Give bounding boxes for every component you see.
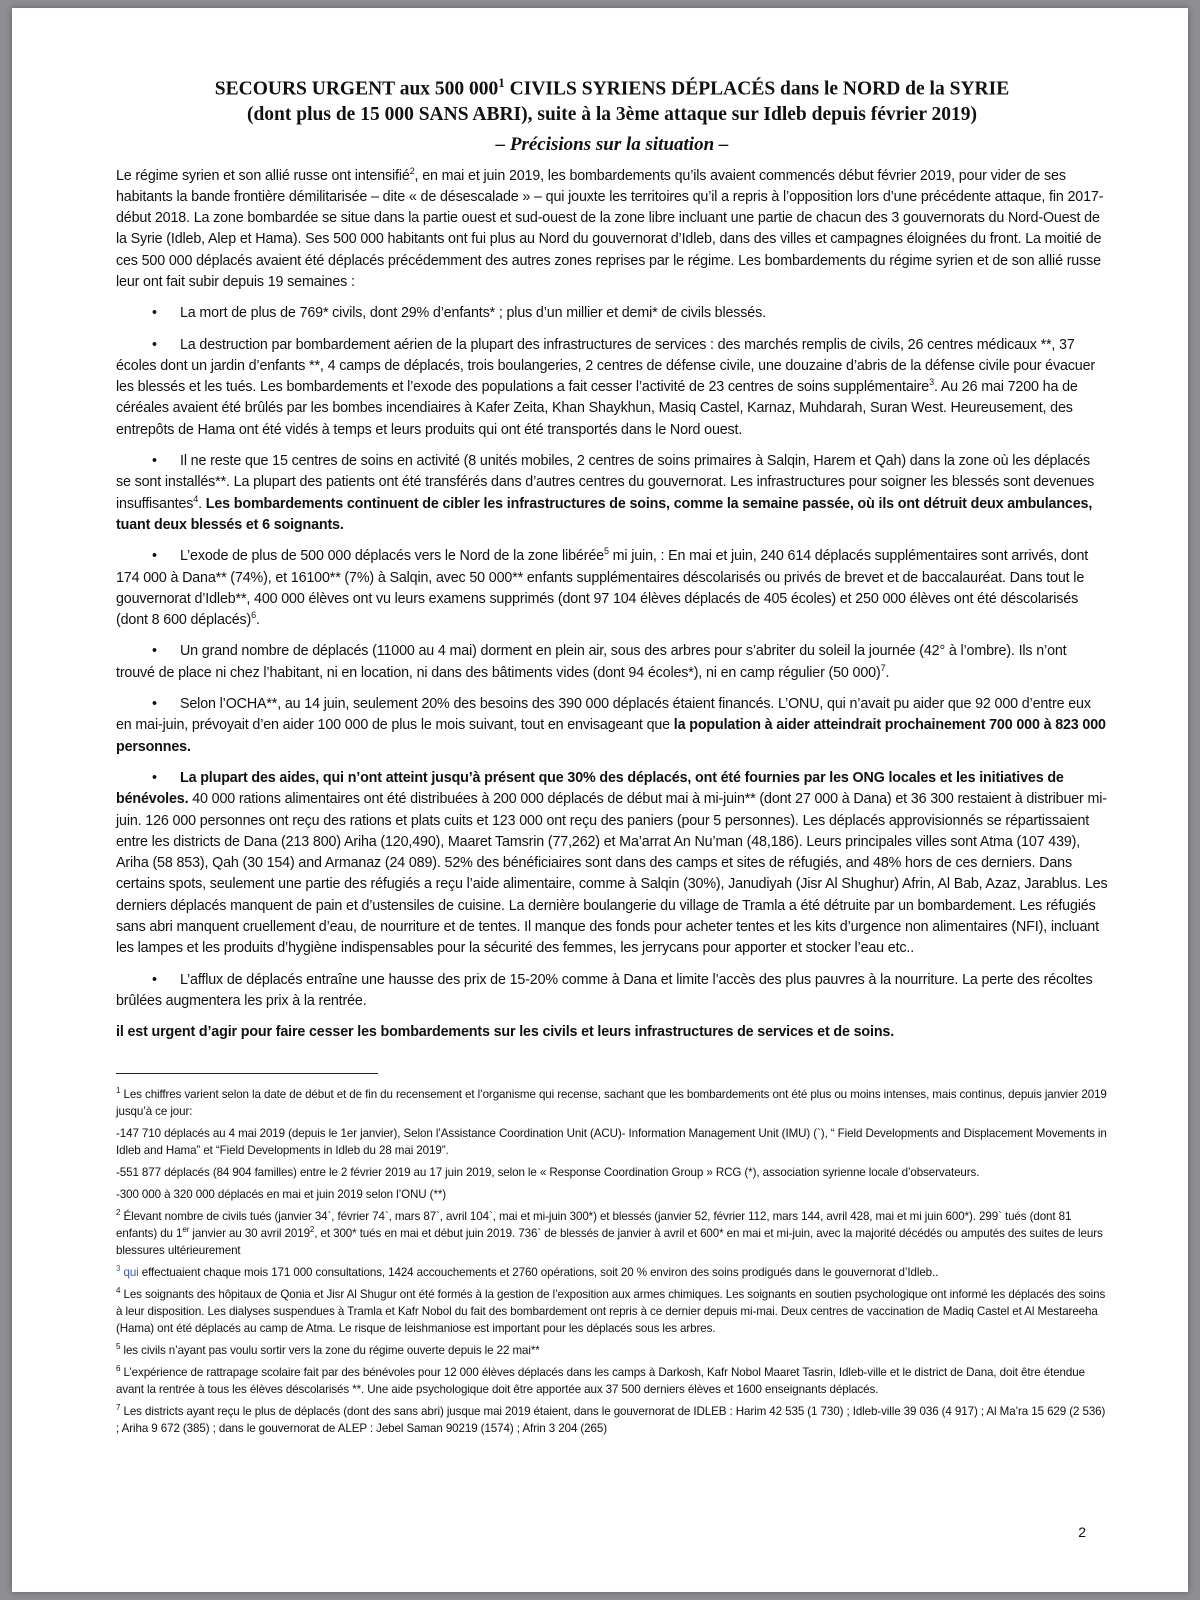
bullet-item-open-air bbox=[116, 641, 1108, 684]
bullet-item-aid bbox=[116, 768, 1108, 960]
footnote-number: 5 bbox=[116, 1342, 121, 1352]
footnote-ref-6[interactable]: 6 bbox=[251, 610, 257, 621]
footnote-6 bbox=[116, 1364, 1108, 1398]
footnote-divider bbox=[116, 1073, 378, 1074]
bullet-item-exodus bbox=[116, 546, 1108, 631]
bullet-text: Il ne reste que 15 centres de soins en activité (8 unités mobiles, 2 centres de soins primaires à Salqin, Harem et Qah) dans la zone où les déplacés se sont installés**. La plupart des patients ont été transférés dans d’autres centres du gouvernorat. Les infrastructures pour soigner les blessés sont devenues insuffisantes bbox=[116, 453, 1095, 512]
footnote-7 bbox=[116, 1403, 1108, 1437]
bullet-text: L’exode de plus de 500 000 déplacés vers le Nord de la zone libérée bbox=[180, 548, 604, 565]
bullet-icon: • bbox=[152, 453, 157, 470]
footnote-text: les civils n’ayant pas voulu sortir vers la zone du régime ouverte depuis le 22 mai** bbox=[120, 1344, 540, 1358]
footnote-number: 1 bbox=[116, 1086, 121, 1096]
bullet-item-prices bbox=[116, 970, 1108, 1013]
footnote-ref-1[interactable]: 1 bbox=[498, 75, 505, 90]
footnote-superscript: 2 bbox=[309, 1225, 315, 1235]
bullet-icon: • bbox=[152, 305, 157, 322]
footnote-number: 6 bbox=[116, 1364, 121, 1374]
bullet-icon: • bbox=[152, 971, 157, 988]
footnote-2 bbox=[116, 1208, 1108, 1259]
bullet-text: Selon l’OCHA**, au 14 juin, seulement 20% des besoins des 390 000 déplacés étaient financés. L’ONU, qui n’avait pu aider que 92 000 d’entre eux en mai-juin, prévoyait d’en aider 100 000 de plus le mois suivant, tout en envisageant que bbox=[116, 696, 1091, 734]
bullet-icon: • bbox=[152, 336, 157, 353]
bullet-text: . bbox=[198, 495, 206, 512]
footnote-ref-7[interactable]: 7 bbox=[880, 662, 886, 673]
intro-paragraph bbox=[116, 166, 1108, 294]
title-line-2: (dont plus de 15 000 SANS ABRI), suite à la 3ème attaque sur Idleb depuis février 2019) bbox=[246, 103, 978, 125]
footnote-1-item-b: -551 877 déplacés (84 904 familles) entre le 2 février 2019 au 17 juin 2019, selon le « Response Coordination Group » RCG (*), association syrienne locale d’observateurs. bbox=[116, 1166, 980, 1180]
footnote-text: Les districts ayant reçu le plus de déplacés (dont des sans abri) jusque mai 2019 étaient, dans le gouvernorat de IDLEB : Harim 42 535 (1 730) ; Idleb-ville 39 036 (4 917) ; Al Ma’ra 15 629 (2 536) ; Ariha 9 672 (385) ; dans le gouvernorat de ALEP : Jebel Saman 90219 (1574) ; Afrin 3 204 (265) bbox=[116, 1405, 1106, 1436]
footnote-4 bbox=[116, 1286, 1108, 1337]
bullet-icon: • bbox=[152, 643, 157, 660]
footnote-text: Les chiffres varient selon la date de début et de fin du recensement et l’organisme qui recense, sachant que les bombardements ont été plus ou moins intenses, mais continus, depuis janvier 2019 jusqu’à ce jour: bbox=[116, 1088, 1107, 1119]
footnote-ref-4[interactable]: 4 bbox=[193, 493, 199, 504]
footnote-ref-3[interactable]: 3 bbox=[929, 377, 934, 388]
page-content bbox=[116, 70, 1108, 1442]
footnote-number: 4 bbox=[116, 1286, 121, 1296]
footnote-1-item-c: -300 000 à 320 000 déplacés en mai et juin 2019 selon l’ONU (**) bbox=[116, 1188, 447, 1202]
title-line-1a: SECOURS URGENT aux 500 000 bbox=[214, 78, 499, 100]
bullet-text: L’afflux de déplacés entraîne une hausse des prix de 15-20% comme à Dana et limite l’accès des plus pauvres à la nourriture. La perte des récoltes brûlées augmentera les prix à la rentrée. bbox=[116, 971, 1093, 1009]
footnote-1-item-a: -147 710 déplacés au 4 mai 2019 (depuis le 1er janvier), Selon l’Assistance Coordination Unit (ACU)- Information Management Unit (IMU) (`), “ Field Developments and Displacement Movements in Idleb and Hama” et “Field Developments in Idleb du 28 mai 2019”. bbox=[116, 1127, 1107, 1158]
bullet-text: La destruction par bombardement aérien de la plupart des infrastructures de services : des marchés remplis de civils, 26 centres médicaux **, 37 écoles dont un jardin d’enfants **, 4 camps de déplacés, trois boulangeries, 2 centres de défense civile, une douzaine d’abris de la défense civile pour évacuer les blessés et les tués. Les bombardements et l’exode des populations a fait cesser l’activité de 23 centres de soins supplémentaire bbox=[116, 336, 1095, 396]
footnote-link-text[interactable]: qui bbox=[120, 1266, 139, 1280]
footnote-text: effectuaient chaque mois 171 000 consultations, 1424 accouchements et 2760 opérations, soit 20 % environ des soins prodigués dans le gouvernorat d’Idleb.. bbox=[138, 1266, 939, 1280]
bullet-text: . bbox=[256, 612, 260, 629]
footnote-number: 7 bbox=[116, 1403, 121, 1413]
bullet-item-deaths bbox=[116, 303, 1108, 324]
footnote-number: 3 bbox=[116, 1264, 121, 1274]
bullet-text: mi juin, : En mai et juin, 240 614 déplacés supplémentaires sont arrivés, dont 174 000 à Dana** (74%), et 16100** (7%) à Salqin, avec 50 000** enfants supplémentaires déscolarisés ou privés de brevet et de baccalauréat. Dans tout le gouvernorat d’Idleb**, 400 000 élèves ont vu leurs examens supprimés (dont 97 104 élèves déplacés de 405 écoles) et 250 000 élèves ont été déscolarisés (dont 8 600 déplacés) bbox=[116, 548, 1089, 629]
footnote-text: L’expérience de rattrapage scolaire fait par des bénévoles pour 12 000 élèves déplacés dans les camps à Darkosh, Kafr Nobol Maaret Tasrin, Idleb-ville et le district de Dana, doit être étendue avant la rentrée à tous les élèves déscolarisés **. Une aide psychologique doit être apportée aux 37 500 derniers élèves et 1600 enseignants déplacés. bbox=[116, 1366, 1085, 1397]
footnote-3 bbox=[116, 1264, 1108, 1281]
bullet-bold-text: la population à aider atteindrait prochainement 700 000 à 823 000 personnes. bbox=[116, 717, 1106, 755]
footnote-text: Élevant nombre de civils tués (janvier 34`, février 74`, mars 87`, avril 104`, mai et mi-juin 300*) et blessés (janvier 52, février 112, mars 144, avril 428, mai et mi juin 600*). 299` tués (dont 81 enfants) du 1 bbox=[116, 1210, 1072, 1241]
footnote-superscript: er bbox=[182, 1225, 190, 1235]
document-title bbox=[116, 70, 1108, 127]
footnote-1 bbox=[116, 1086, 1108, 1120]
bullet-icon: • bbox=[152, 696, 157, 713]
footnote-ref-2[interactable]: 2 bbox=[409, 165, 415, 176]
footnote-text: janvier au 30 avril 2019 bbox=[189, 1227, 310, 1241]
bullet-item-health-centres bbox=[116, 451, 1108, 536]
bullet-text: 40 000 rations alimentaires ont été distribuées à 200 000 déplacés de début mai à mi-juin** (dont 27 000 à Dana) et 36 300 restaient à distribuer mi-juin. 126 000 personnes ont reçu des rations et plats cuits et 123 000 ont reçu des paniers (pour 5 personnes). Les déplacés approvisionnés se répartissaient entre les districts de Dana (213 800) Ariha (120,490), Maaret Tamsrin (77,262) et Ma’arrat An Nu’man (48,186). Leurs principales villes sont Atma (107 439), Ariha (58 853), Qah (30 154) and Armanaz (24 089). 52% des bénéficiaires sont dans des camps et sites de réfugiés, and 48% hors de ces derniers. Dans certains spots, seulement une partie des réfugiés a reçu l’aide alimentaire, comme à Salqin (30%), Janudiyah (Jisr Al Shughur) Afrin, Al Bab, Azaz, Jarablus. Les derniers déplacés manquent de pain et d’ustensiles de cuisine. La dernière boulangerie du village de Tramla a été détruite par un bombardement. Les réfugiés sans abri manquent cruellement d’eau, de nourriture et de tentes. Il manque des fonds pour acheter tentes et les kits d’urgence non alimentaires (NFI), incluant les lampes et les produits d’hygiène indispensables pour la sécurité des femmes, les jerrycans pour apporter et stocker l’eau etc.. bbox=[116, 791, 1108, 957]
bullet-text: Un grand nombre de déplacés (11000 au 4 mai) dorment en plein air, sous des arbres pour s’abriter du soleil la journée (42° à l’ombre). Ils n’ont trouvé de place ni chez l’habitant, ni en location, ni dans des bâtiments vides (dont 94 écoles*), ni en camp régulier (50 000) bbox=[116, 643, 1067, 681]
bullet-text: . bbox=[885, 664, 890, 681]
bullet-item-destruction bbox=[116, 335, 1108, 441]
intro-text-b: , en mai et juin 2019, les bombardements qu’ils avaient commencés début février 2019, pour vider de ses habitants la bande frontière démilitarisée – dite « de désescalade » – qui jouxte les territoires qu’il a repris à l’opposition lors d’une précédente attaque, fin 2017- début 2018. La zone bombardée se situe dans la partie ouest et sud-ouest de la zone libre incluant une partie de chacun des 3 gouvernorats du Nord-Ouest de la Syrie (Idleb, Alep et Hama). Ses 500 000 habitants ont fui plus au Nord du gouvernorat d’Idleb, dans des villes et campagnes éloignées du front. La moitié de ces 500 000 déplacés avaient été déplacés précédemment des autres zones reprises par le régime. Les bombardements du régime syrien et de son allié russe leur ont fait subir depuis 19 semaines : bbox=[116, 167, 1104, 290]
bullet-item-ocha bbox=[116, 694, 1108, 758]
footnote-number: 2 bbox=[116, 1208, 121, 1218]
title-line-1b: CIVILS SYRIENS DÉPLACÉS dans le NORD de la SYRIE bbox=[504, 78, 1010, 100]
intro-text-a: Le régime syrien et son allié russe ont intensifié bbox=[116, 167, 410, 184]
document-subtitle: – Précisions sur la situation – bbox=[495, 133, 729, 155]
footnote-ref-5[interactable]: 5 bbox=[603, 546, 609, 557]
bullet-icon: • bbox=[152, 769, 157, 786]
page-number: 2 bbox=[1078, 1524, 1086, 1540]
bullet-bold-text: La plupart des aides, qui n’ont atteint jusqu’à présent que 30% des déplacés, ont été fournies par les ONG locales et les initiatives de bénévoles. bbox=[116, 769, 1064, 808]
conclusion: il est urgent d’agir pour faire cesser les bombardements sur les civils et leurs infrastructures de services et de soins. bbox=[116, 1024, 895, 1041]
footnote-text: Les soignants des hôpitaux de Qonia et Jisr Al Shugur ont été formés à la gestion de l’exposition aux armes chimiques. Les soignants en soutien psychologique ont informé les déplacés des soins à leur disposition. Les dialyses suspendues à Tramla et Kafr Nobol du fait des bombardement ont repris à ce dernier depuis mi-mai. Deux centres de vaccination de Madiq Castel et Al Mestareeha (Hama) ont été déplacés au camp de Atma. Le risque de leishmaniose est important pour les déplacés sous les arbres. bbox=[116, 1288, 1106, 1336]
bullet-bold-text: Les bombardements continuent de cibler les infrastructures de soins, comme la semaine passée, où ils ont détruit deux ambulances, tuant deux blessés et 6 soignants. bbox=[116, 495, 1093, 533]
footnotes bbox=[116, 1086, 1108, 1437]
footnote-text: , et 300* tués en mai et début juin 2019. 736` de blessés de janvier à avril et 600* en mai et mi-juin, avec la majorité décédés ou amputés des suites de leurs blessures ultérieurement bbox=[116, 1227, 1103, 1258]
document-page bbox=[12, 8, 1188, 1592]
footnote-5 bbox=[116, 1342, 1108, 1359]
bullet-text: . Au 26 mai 7200 ha de céréales avaient été brûlés par les bombes incendiaires à Kafer Zeita, Khan Shaykhun, Masiq Castel, Karnaz, Muhdarah, Suran West. Heureusement, des entrepôts de Hama ont été vidés à temps et leurs produits qui ont été transportés dans le Nord ouest. bbox=[116, 379, 1078, 438]
bullet-icon: • bbox=[152, 548, 157, 565]
bullet-text: La mort de plus de 769* civils, dont 29% d’enfants* ; plus d’un millier et demi* de civils blessés. bbox=[180, 305, 766, 322]
